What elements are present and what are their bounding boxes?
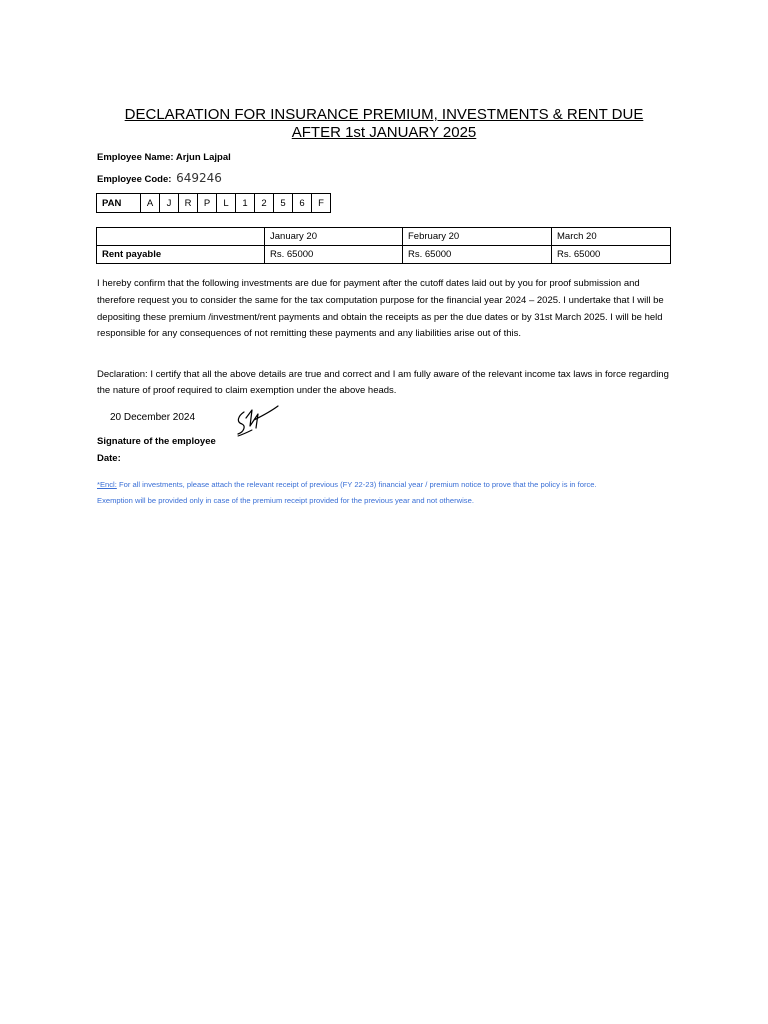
declaration-paragraph: Declaration: I certify that all the above details are true and correct and I am fully aware of the relevant income tax laws in force regarding the nature of proof required to claim exemption under the above heads. bbox=[97, 369, 669, 396]
document-title bbox=[96, 106, 672, 142]
pan-char: R bbox=[179, 194, 198, 213]
date-label: Date: bbox=[97, 453, 121, 464]
pan-grid bbox=[96, 193, 331, 213]
pan-char: J bbox=[160, 194, 179, 213]
pan-char: P bbox=[198, 194, 217, 213]
exemption-note: Exemption will be provided only in case of the premium receipt provided for the previous year and not otherwise. bbox=[97, 496, 474, 505]
confirmation-paragraph: I hereby confirm that the following investments are due for payment after the cutoff dates laid out by you for proof submission and therefore request you to consider the same for the tax computation purpose for the financial year 2024 – 2025. I undertake that I will be depositing these premium /investment/rent payments and obtain the receipts as per the due dates or by 31st March 2025. I will be held responsible for any consequences of not remitting these payments and any liabilities arise out of this. bbox=[97, 278, 664, 340]
rent-header-cell bbox=[97, 228, 265, 246]
employee-code-value: 649246 bbox=[176, 171, 222, 185]
enclosure-label: *Encl: bbox=[97, 480, 117, 489]
enclosure-note-text: For all investments, please attach the relevant receipt of previous (FY 22-23) financial year / premium notice to prove that the policy is in force. bbox=[116, 480, 597, 489]
pan-char: A bbox=[141, 194, 160, 213]
signature-label: Signature of the employee bbox=[97, 436, 216, 447]
pan-char: 1 bbox=[236, 194, 255, 213]
rent-table-row bbox=[97, 246, 671, 264]
handwritten-signature bbox=[232, 404, 280, 440]
pan-char: F bbox=[312, 194, 331, 213]
rent-table-header-row bbox=[97, 228, 671, 246]
pan-char: L bbox=[217, 194, 236, 213]
pan-char: 5 bbox=[274, 194, 293, 213]
employee-name-label: Employee Name: bbox=[97, 152, 174, 163]
signed-date: 20 December 2024 bbox=[110, 412, 196, 423]
rent-header-cell: March 20 bbox=[552, 228, 671, 246]
rent-value-cell: Rs. 65000 bbox=[552, 246, 671, 264]
rent-table bbox=[96, 227, 671, 264]
title-line-2: AFTER 1st JANUARY 2025 bbox=[291, 124, 477, 141]
employee-code-row bbox=[97, 171, 222, 185]
pan-char: 2 bbox=[255, 194, 274, 213]
pan-char: 6 bbox=[293, 194, 312, 213]
employee-name-value: Arjun Lajpal bbox=[175, 152, 231, 163]
title-line-1: DECLARATION FOR INSURANCE PREMIUM, INVESTMENTS & RENT DUE bbox=[124, 106, 644, 123]
employee-name-row bbox=[97, 152, 231, 163]
rent-header-cell: February 20 bbox=[403, 228, 552, 246]
rent-row-label: Rent payable bbox=[97, 246, 265, 264]
rent-value-cell: Rs. 65000 bbox=[403, 246, 552, 264]
rent-header-cell: January 20 bbox=[265, 228, 403, 246]
rent-value-cell: Rs. 65000 bbox=[265, 246, 403, 264]
pan-label: PAN bbox=[97, 194, 141, 213]
employee-code-label: Employee Code: bbox=[97, 174, 172, 185]
enclosure-note bbox=[97, 479, 687, 491]
